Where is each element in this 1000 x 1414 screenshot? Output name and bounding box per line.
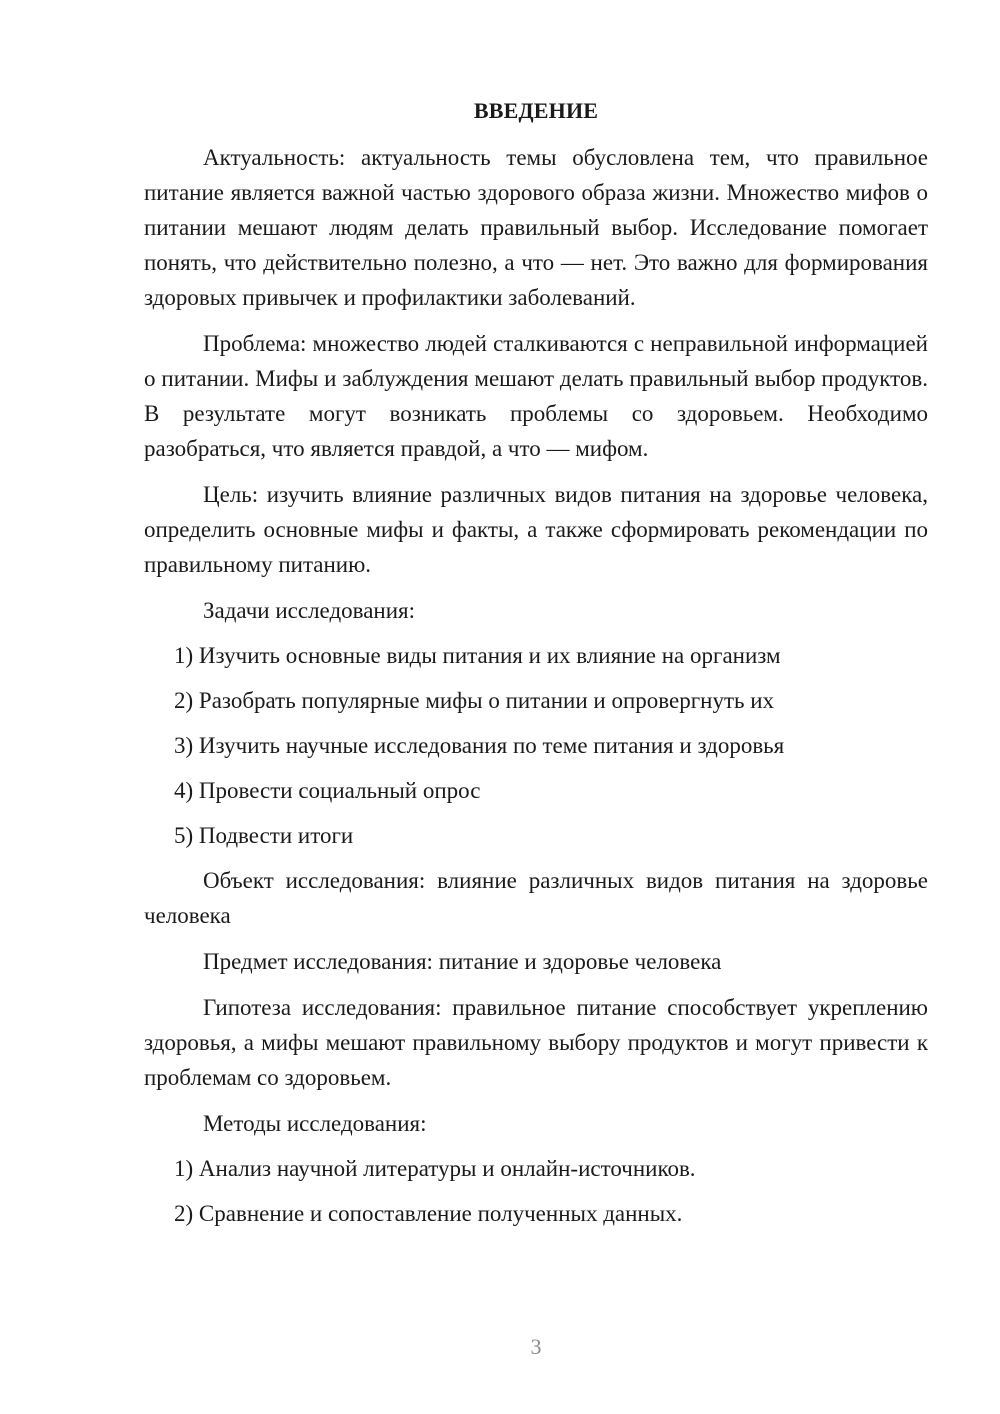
method-item-1: 1) Анализ научной литературы и онлайн-источников.	[174, 1156, 696, 1181]
methods-heading: Методы исследования:	[203, 1111, 427, 1136]
page-content	[144, 96, 928, 1241]
task-item-5: 5) Подвести итоги	[174, 823, 354, 848]
subject-paragraph: Предмет исследования: питание и здоровье человека	[203, 949, 722, 974]
task-item-1: 1) Изучить основные виды питания и их влияние на организм	[174, 643, 781, 668]
tasks-heading: Задачи исследования:	[203, 598, 416, 623]
goal-paragraph: Цель: изучить влияние различных видов питания на здоровье человека, определить основные мифы и факты, а также сформировать рекомендации по правильному питанию.	[144, 482, 928, 577]
problem-paragraph: Проблема: множество людей сталкиваются с неправильной информацией о питании. Мифы и заблуждения мешают делать правильный выбор продуктов. В результате могут возникать проблемы со здоровьем. Необходимо разобраться, что является правдой, а что — мифом.	[144, 331, 928, 461]
hypothesis-paragraph: Гипотеза исследования: правильное питание способствует укреплению здоровья, а мифы мешают правильному выбору продуктов и могут привести к проблемам со здоровьем.	[144, 995, 928, 1090]
page-title: ВВЕДЕНИЕ	[473, 98, 599, 123]
task-item-2: 2) Разобрать популярные мифы о питании и опровергнуть их	[174, 688, 775, 713]
object-paragraph: Объект исследования: влияние различных видов питания на здоровье человека	[144, 868, 928, 928]
relevance-paragraph: Актуальность: актуальность темы обусловлена тем, что правильное питание является важной частью здорового образа жизни. Множество мифов о питании мешают людям делать правильный выбор. Исследование помогает понять, что действительно полезно, а что — нет. Это важно для формирования здоровых привычек и профилактики заболеваний.	[144, 145, 928, 310]
task-item-4: 4) Провести социальный опрос	[174, 778, 481, 803]
task-item-3: 3) Изучить научные исследования по теме питания и здоровья	[174, 733, 785, 758]
page-number: 3	[530, 1334, 542, 1359]
method-item-2: 2) Сравнение и сопоставление полученных данных.	[174, 1201, 683, 1226]
